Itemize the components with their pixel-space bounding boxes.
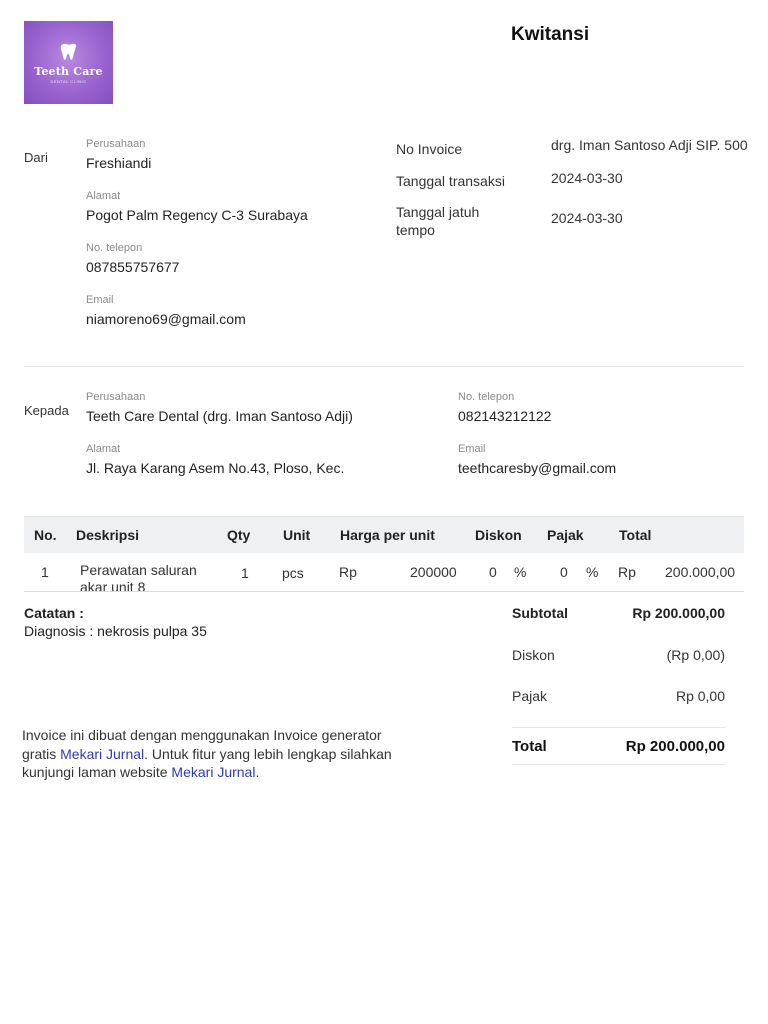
tax-label: Pajak [512,688,548,704]
section-divider [24,366,744,367]
row-tax: 0 [560,564,568,580]
row-total-currency: Rp [618,564,636,580]
from-address-label: Alamat [86,190,121,202]
table-row [24,553,744,592]
total-label: Total [512,738,547,755]
total-value: Rp 200.000,00 [625,738,725,755]
row-no: 1 [41,564,49,580]
row-total: 200.000,00 [665,564,736,580]
subtotal-label: Subtotal [512,605,568,621]
due-date-label: Tanggal jatuh tempo [396,204,480,238]
summary-divider [512,727,725,728]
row-price: 200000 [410,564,457,580]
summary-bottom-divider [512,764,725,765]
row-discount: 0 [489,564,497,580]
from-section-label: Dari [24,150,48,165]
to-email-label: Email [458,443,486,455]
tooth-icon [58,41,80,63]
header-tax: Pajak [547,527,584,543]
footer-text: Invoice ini dibuat dengan menggunakan Invoice generator gratis Mekari Jurnal. Untuk fitur yang lebih lengkap silahkan kunjungi laman website Mekari Jurnal. [22,727,392,780]
from-email: niamoreno69@gmail.com [86,311,246,327]
header-no: No. [34,527,57,543]
header-discount: Diskon [475,527,522,543]
discount-label: Diskon [512,647,555,663]
logo-tagline: DENTAL CLINIC [50,79,87,84]
discount-value: (Rp 0,00) [666,647,725,663]
to-address-label: Alamat [86,443,121,455]
subtotal-value: Rp 200.000,00 [632,605,725,621]
invoice-number: drg. Iman Santoso Adji SIP. 500 [551,137,748,153]
to-email: teethcaresby@gmail.com [458,460,617,476]
header-price: Harga per unit [340,527,435,543]
document-title: Kwitansi [511,24,590,45]
header-unit: Unit [283,527,311,543]
to-section-label: Kepada [24,403,69,418]
to-address: Jl. Raya Karang Asem No.43, Ploso, Kec. [86,460,345,476]
row-unit: pcs [282,565,304,581]
from-phone: 087855757677 [86,259,180,275]
invoice-number-label: No Invoice [396,141,463,157]
logo-name: Teeth Care [34,65,103,78]
mekari-jurnal-link[interactable]: Mekari Jurnal [60,745,145,762]
to-company-label: Perusahaan [86,391,146,403]
row-qty: 1 [241,565,249,581]
transaction-date: 2024-03-30 [551,170,623,186]
header-description: Deskripsi [76,527,140,543]
row-tax-unit: % [586,564,599,580]
items-table-header [24,516,744,553]
notes-title: Catatan : [24,605,84,621]
from-company: Freshiandi [86,155,152,171]
from-phone-label: No. telepon [86,242,143,254]
row-description: Perawatan saluran akar unit 8 [80,562,197,592]
from-address: Pogot Palm Regency C-3 Surabaya [86,207,308,223]
notes-body: Diagnosis : nekrosis pulpa 35 [24,623,207,639]
from-company-label: Perusahaan [86,138,146,150]
row-discount-unit: % [514,564,527,580]
row-price-currency: Rp [339,564,357,580]
company-logo [24,21,113,104]
from-email-label: Email [86,294,114,306]
header-qty: Qty [227,527,251,543]
to-phone: 082143212122 [458,408,552,424]
transaction-date-label: Tanggal transaksi [396,173,505,189]
to-phone-label: No. telepon [458,391,515,403]
to-company: Teeth Care Dental (drg. Iman Santoso Adji) [86,408,353,424]
mekari-jurnal-website-link[interactable]: Mekari Jurnal [171,764,256,780]
header-total: Total [619,527,652,543]
tax-value: Rp 0,00 [675,688,725,704]
due-date: 2024-03-30 [551,210,623,226]
